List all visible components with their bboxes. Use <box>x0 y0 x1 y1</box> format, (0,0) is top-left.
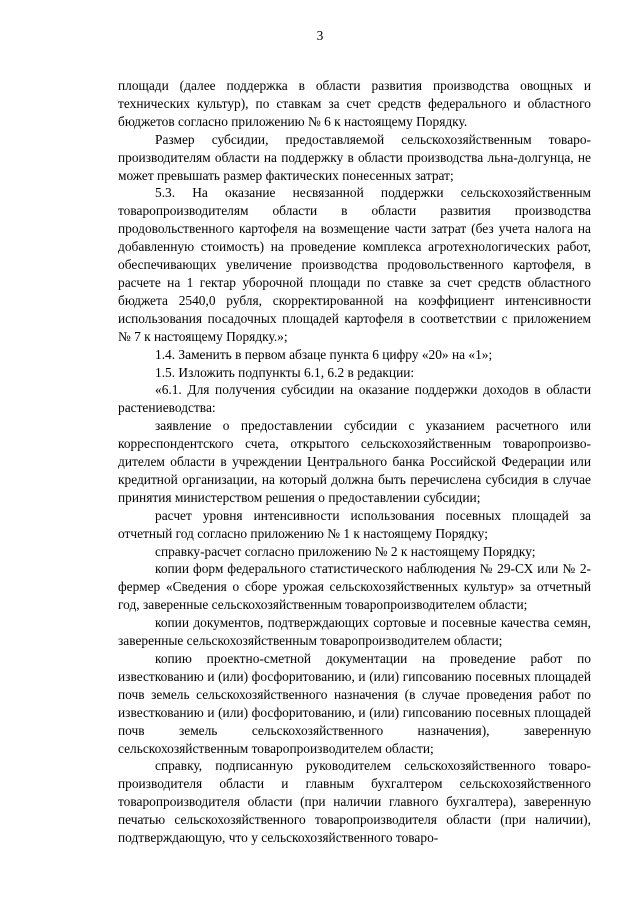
paragraph: 5.3. На оказание несвязанной поддержки сельскохозяйственным товаропроизводителям области в области развития производства продовольственного картофеля на возмещение части затрат (без учета налога на добавленную стоимость) на проведение комплекса агротехнологических работ, обеспечивающих увеличение производства продовольственного картофеля, в расчете на 1 гектар уборочной площади по ставке за счет средств областного бюджета 2540,0 рубля, скорректированной на коэффициент интенсивности использования посадочных площадей картофеля в соответствии с приложением № 7 к настоящему Порядку.»; <box>118 185 591 344</box>
paragraph: копии форм федерального статистического наблюдения № 29-СХ или № 2-фермер «Сведения о сборе урожая сельскохозяйственных культур» за отчетный год, заверенные сельскохозяйственным товаропроизводителем области; <box>118 561 591 613</box>
paragraph: «6.1. Для получения субсидии на оказание поддержки доходов в области растениеводства: <box>118 382 591 416</box>
paragraph: копию проектно-сметной документации на проведение работ по известкованию и (или) фосфоритованию, и (или) гипсованию посевных площадей почв земель сельскохозяйственного назначения (в случае проведения работ по известкованию и (или) фосфоритованию, и (или) гипсованию посевных площадей почв земель сельскохозяйственного назначения), заверенную сельскохозяйственным товаропроизводителем области; <box>118 651 591 756</box>
paragraph: Размер субсидии, предоставляемой сельскохозяйственным товаро-производителям области на поддержку в области производства льна-долгунца, не может превышать размер фактических понесенных затрат; <box>118 131 591 183</box>
page-number: 3 <box>316 28 324 43</box>
paragraph: справку, подписанную руководителем сельскохозяйственного товаро-производителя области и главным бухгалтером сельскохозяйственного товаропроизводителя области (при наличии главного бухгалтера), заверенную печатью сельскохозяйственного товаропроизводителя области (при наличии), подтверждающую, что у сельскохозяйственного товаро- <box>118 758 591 846</box>
paragraph: справку-расчет согласно приложению № 2 к настоящему Порядку; <box>155 543 536 559</box>
paragraph: расчет уровня интенсивности использования посевных площадей за отчетный год согласно приложению № 1 к настоящему Порядку; <box>118 507 591 541</box>
paragraph: 1.5. Изложить подпункты 6.1, 6.2 в редакции: <box>155 364 415 380</box>
paragraph: заявление о предоставлении субсидии с указанием расчетного или корреспондентского счета, открытого сельскохозяйственным товаропроизво-дителем области в учреждении Центрального банка Российской Федерации или кредитной организации, на который должна быть перечислена субсидия в случае принятия министерством решения о предоставлении субсидии; <box>118 418 591 505</box>
paragraph: 1.4. Заменить в первом абзаце пункта 6 цифру «20» на «1»; <box>155 346 493 362</box>
document-body <box>118 77 591 847</box>
paragraph: площади (далее поддержка в области развития производства овощных и технических культур), по ставкам за счет средств федерального и областного бюджетов согласно приложению № 6 к настоящему Порядку. <box>118 78 591 129</box>
paragraph: копии документов, подтверждающих сортовые и посевные качества семян, заверенные сельскохозяйственным товаропроизводителем области; <box>118 615 591 649</box>
